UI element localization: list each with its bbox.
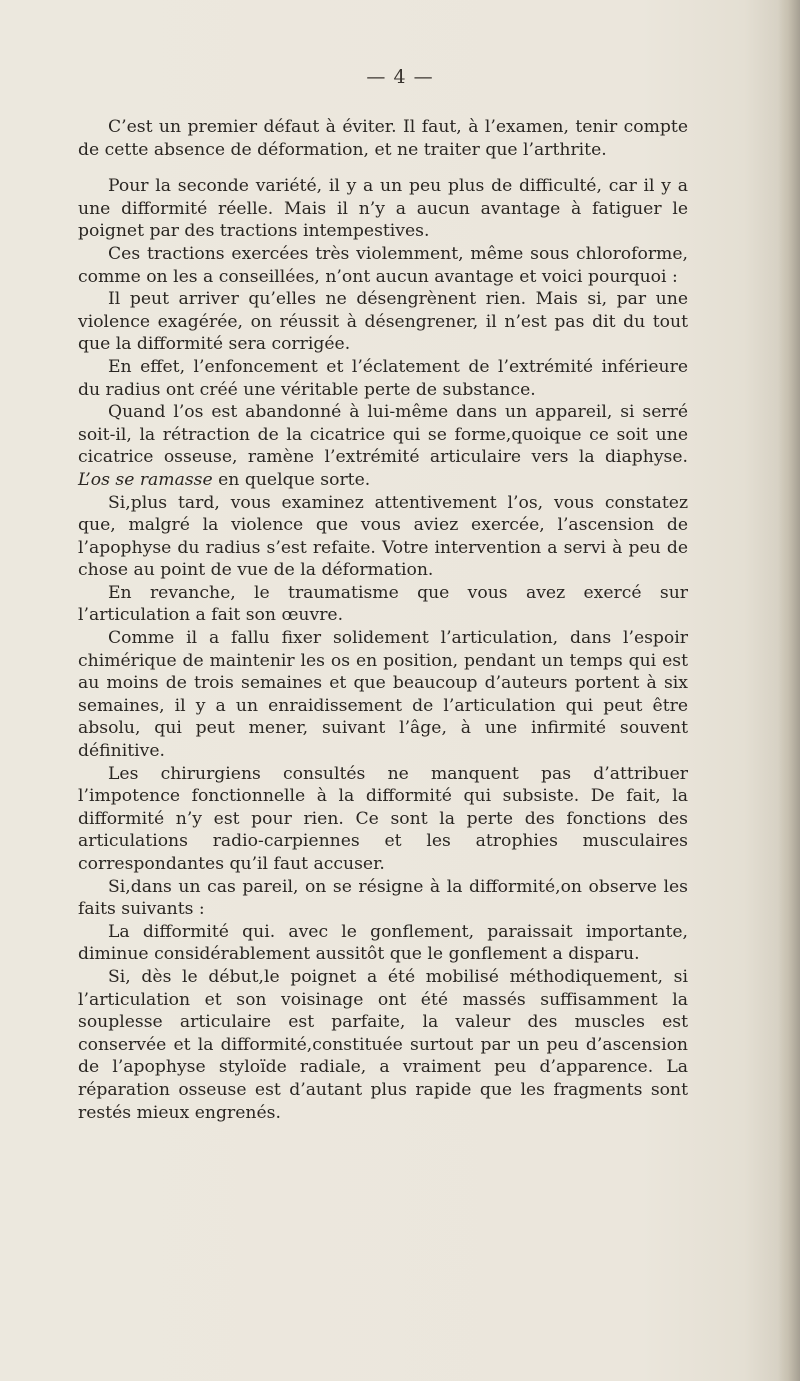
page-edge-shadow	[778, 0, 800, 1381]
paragraph: Si, dès le début,le poignet a été mobilisé méthodiquement, si l’articulation et son voisinage ont été massés suffisamment la souplesse articulaire est parfaite, la valeur des muscles est conservée et la difformité,constituée surtout par un peu d’ascension de l’apophyse styloïde radiale, a vraiment peu d’apparence. La réparation osseuse est d’autant plus rapide que les fragments sont restés mieux engrenés.	[78, 966, 688, 1123]
paragraph: En effet, l’enfoncement et l’éclatement de l’extrémité inférieure du radius ont créé une véritable perte de substance.	[78, 356, 688, 400]
paragraph: Les chirurgiens consultés ne manquent pas d’attribuer l’impotence fonctionnelle à la difformité qui subsiste. De fait, la difformité n’y est pour rien. Ce sont la perte des fonctions des articulations radio-carpiennes et les atrophies musculaires correspondantes qu’il faut accuser.	[78, 763, 688, 874]
paragraph-with-italic	[78, 401, 688, 491]
paragraph: C’est un premier défaut à éviter. Il faut, à l’examen, tenir compte de cette absence de déformation, et ne traiter que l’arthrite.	[78, 117, 688, 160]
italic-phrase: L’os se ramasse	[78, 469, 213, 490]
paragraph: Pour la seconde variété, il y a un peu plus de difficulté, car il y a une difformité réelle. Mais il n’y a aucun avantage à fatiguer le poignet par des tractions intempestives.	[78, 176, 688, 242]
page-number: — 4 —	[366, 66, 434, 88]
paragraph: La difformité qui. avec le gonflement, paraissait importante, diminue considérablement aussitôt que le gonflement a disparu.	[78, 921, 688, 965]
paragraph: Comme il a fallu fixer solidement l’articulation, dans l’espoir chimérique de maintenir les os en position, pendant un temps qui est au moins de trois semaines et que beaucoup d’auteurs portent à six semaines, il y a un enraidissement de l’articulation qui peut être absolu, qui peut mener, suivant l’âge, à une infirmité souvent définitive.	[78, 628, 688, 762]
paragraph: Si,dans un cas pareil, on se résigne à la difformité,on observe les faits suivants :	[78, 876, 688, 920]
paragraph: Si,plus tard, vous examinez attentivement l’os, vous constatez que, malgré la violence que vous aviez exercée, l’ascension de l’apophyse du radius s’est refaite. Votre intervention a servi à peu de chose au point de vue de la déformation.	[78, 492, 688, 581]
paragraph: En revanche, le traumatisme que vous avez exercé sur l’articulation a fait son œuvre.	[78, 582, 688, 626]
paragraph: Ces tractions exercées très violemment, même sous chloroforme, comme on les a conseillées, n’ont aucun avantage et voici pourquoi :	[78, 243, 688, 287]
paragraph-text: Quand l’os est abandonné à lui-même dans un appareil, si serré soit-il, la rétraction de la cicatrice qui se forme,quoique ce soit une cicatrice osseuse, ramène l’extrémité articulaire vers la diaphyse.	[78, 402, 688, 468]
paragraph-text: en quelque sorte.	[212, 469, 371, 490]
paragraph: Il peut arriver qu’elles ne désengrènent rien. Mais si, par une violence exagérée, on réussit à désengrener, il n’est pas dit du tout que la difformité sera corrigée.	[78, 289, 688, 355]
text-body	[78, 116, 688, 1124]
